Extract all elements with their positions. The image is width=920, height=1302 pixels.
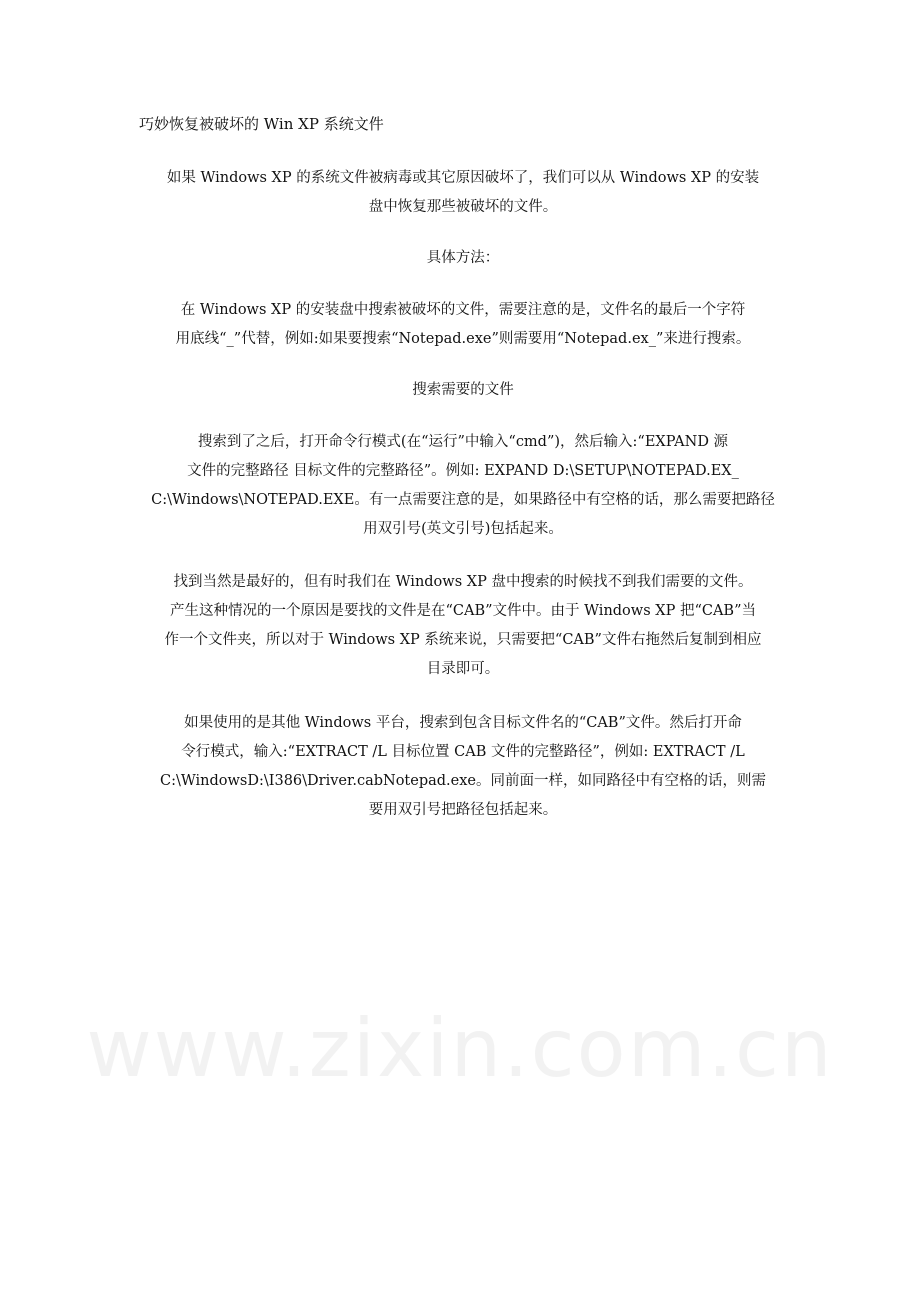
paragraph-extract-command: [139, 709, 787, 825]
watermark: www.zixin.com.cn: [86, 1002, 834, 1095]
paragraph-expand-command: [139, 428, 787, 544]
text-line: 找到当然是最好的，但有时我们在 Windows XP 盘中搜索的时候找不到我们需要的文件。: [173, 574, 753, 590]
paragraph-method-heading: [139, 244, 787, 273]
paragraph-search-caption: [139, 376, 787, 405]
text-line: 用双引号(英文引号)包括起来。: [363, 521, 563, 537]
text-line: 作一个文件夹，所以对于 Windows XP 系统来说，只需要把“CAB”文件右拖然后复制到相应: [164, 632, 762, 648]
paragraph-cab-folder: [139, 568, 787, 684]
text-line: 目录即可。: [426, 661, 500, 677]
text-line: 具体方法：: [426, 250, 500, 266]
paragraph-search-instructions: [139, 296, 787, 354]
document-title: 巧妙恢复被破坏的 Win XP 系统文件: [139, 115, 384, 133]
text-line: 在 Windows XP 的安装盘中搜索被破坏的文件，需要注意的是，文件名的最后一个字符: [180, 302, 746, 318]
text-line: 要用双引号把路径包括起来。: [368, 802, 558, 818]
text-line: 令行模式，输入:“EXTRACT /L 目标位置 CAB 文件的完整路径”，例如: EXTRACT /L: [181, 744, 745, 760]
text-line: 如果使用的是其他 Windows 平台，搜索到包含目标文件名的“CAB”文件。然后打开命: [184, 715, 742, 731]
text-line: 如果 Windows XP 的系统文件被病毒或其它原因破坏了，我们可以从 Windows XP 的安装: [166, 170, 760, 186]
text-line: 搜索需要的文件: [412, 382, 514, 398]
paragraph-intro: [139, 164, 787, 222]
text-line: 用底线“_”代替，例如:如果要搜索“Notepad.exe”则需要用“Notepad.ex_”来进行搜索。: [175, 331, 751, 347]
text-line: 产生这种情况的一个原因是要找的文件是在“CAB”文件中。由于 Windows XP 把“CAB”当: [170, 603, 756, 619]
text-line: C:\WindowsD:\I386\Driver.cabNotepad.exe。同前面一样，如同路径中有空格的话，则需: [160, 773, 766, 789]
text-line: 搜索到了之后，打开命令行模式(在“运行”中输入“cmd”)，然后输入:“EXPAND 源: [197, 434, 729, 450]
text-line: 盘中恢复那些被破坏的文件。: [368, 199, 558, 215]
text-line: C:\Windows\NOTEPAD.EXE。有一点需要注意的是，如果路径中有空格的话，那么需要把路径: [151, 492, 775, 508]
text-line: 文件的完整路径 目标文件的完整路径”。例如: EXPAND D:\SETUP\NOTEPAD.EX_: [187, 463, 739, 479]
